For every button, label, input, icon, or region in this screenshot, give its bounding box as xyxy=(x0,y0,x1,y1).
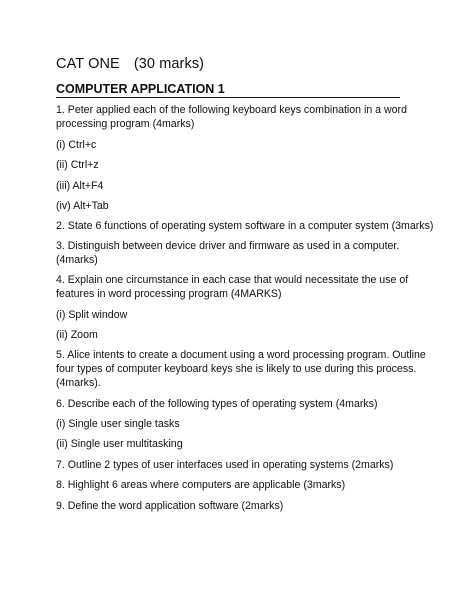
section-heading: COMPUTER APPLICATION 1 xyxy=(56,82,400,98)
q6-item-i: (i) Single user single tasks xyxy=(56,418,180,430)
q6-line: 6. Describe each of the following types of operating system (4marks) xyxy=(56,398,378,410)
q1-item-iv: (iv) Alt+Tab xyxy=(56,200,109,212)
q3-line-1: 3. Distinguish between device driver and firmware as used in a computer. xyxy=(56,240,400,252)
q1-line-2: processing program (4marks) xyxy=(56,118,195,130)
q1-item-i: (i) Ctrl+c xyxy=(56,139,97,151)
q2-line: 2. State 6 functions of operating system software in a computer system (3marks) xyxy=(56,220,434,232)
q6-item-ii: (ii) Single user multitasking xyxy=(56,438,183,450)
q5-line-3: (4marks). xyxy=(56,377,101,389)
q1-line-1: 1. Peter applied each of the following keyboard keys combination in a word xyxy=(56,104,407,116)
total-marks: (30 marks) xyxy=(133,56,205,72)
q1-item-iii: (iii) Alt+F4 xyxy=(56,180,104,192)
q4-line-2: features in word processing program (4MARKS) xyxy=(56,288,282,300)
q3-line-2: (4marks) xyxy=(56,254,98,266)
q9-line: 9. Define the word application software (2marks) xyxy=(56,500,284,512)
q4-item-ii: (ii) Zoom xyxy=(56,329,98,341)
q1-item-ii: (ii) Ctrl+z xyxy=(56,159,99,171)
page-title xyxy=(56,56,204,72)
q5-line-2: four types of computer keyboard keys she is likely to use during this process. xyxy=(56,363,417,375)
q7-line: 7. Outline 2 types of user interfaces used in operating systems (2marks) xyxy=(56,459,394,471)
q4-line-1: 4. Explain one circumstance in each case that would necessitate the use of xyxy=(56,274,409,286)
q5-line-1: 5. Alice intents to create a document using a word processing program. Outline xyxy=(56,349,426,361)
cat-label: CAT ONE xyxy=(56,56,120,72)
q4-item-i: (i) Split window xyxy=(56,309,128,321)
q8-line: 8. Highlight 6 areas where computers are applicable (3marks) xyxy=(56,479,346,491)
